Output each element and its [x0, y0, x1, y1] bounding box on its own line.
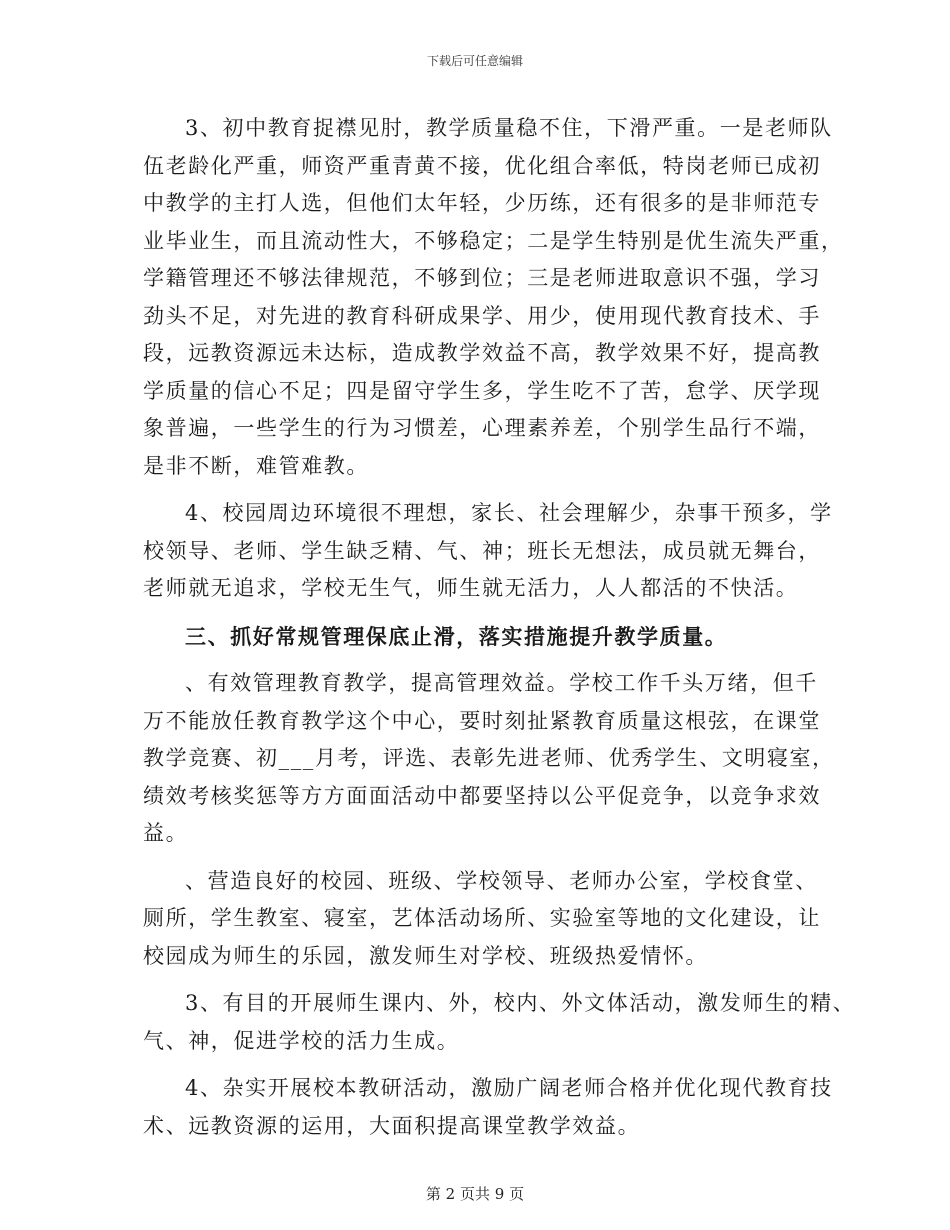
paragraph-line: 校园成为师生的乐园，激发师生对学校、班级热爱情怀。 — [143, 943, 708, 968]
document-body — [143, 110, 856, 1145]
paragraph-line: 老师就无追求，学校无生气，师生就无活力，人人都活的不快活。 — [143, 576, 799, 600]
paragraph-line: 、有效管理教育教学，提高管理效益。学校工作千头万绪，但千 — [185, 671, 818, 695]
section-heading: 三、抓好常规管理保底止滑，落实措施提升教学质量。 — [185, 623, 728, 649]
paragraph-line: 术、远教资源的运用，大面积提高课堂教学效益。 — [143, 1113, 641, 1138]
paragraph-line: 3、初中教育捉襟见肘，教学质量稳不住，下滑严重。一是老师队 — [185, 116, 833, 140]
paragraph-line: 业毕业生，而且流动性大，不够稳定；二是学生特别是优生流失严重， — [143, 228, 844, 253]
paragraph-line: 教学竞赛、初___月考，评选、表彰先进老师、优秀学生、文明寝室， — [143, 746, 835, 770]
paragraph-line: 益。 — [143, 821, 189, 845]
paragraph-line: 校领导、老师、学生缺乏精、气、神；班长无想法，成员就无舞台， — [143, 538, 821, 563]
paragraph-line: 3、有目的开展师生课内、外，校内、外文体活动，激发师生的精、 — [185, 991, 856, 1015]
paragraph-line: 学籍管理还不够法律规范，不够到位；三是老师进取意识不强，学习 — [143, 266, 821, 290]
paragraph-line: 厕所，学生教室、寝室，艺体活动场所、实验室等地的文化建设，让 — [143, 906, 821, 930]
paragraph-line: 4、杂实开展校本教研活动，激励广阔老师合格并优化现代教育技 — [185, 1076, 833, 1100]
paragraph-line: 段，远教资源远未达标，造成教学效益不高，教学效果不好，提高教 — [143, 341, 821, 365]
paragraph-line: 绩效考核奖惩等方方面面活动中都要坚持以公平促竞争，以竞争求效 — [143, 783, 821, 808]
paragraph-line: 学质量的信心不足；四是留守学生多，学生吃不了苦，怠学、厌学现 — [143, 378, 821, 403]
paragraph-line: 是非不断，难管难教。 — [143, 453, 369, 478]
paragraph-line: 象普遍，一些学生的行为习惯差，心理素养差，个别学生品行不端， — [143, 416, 821, 440]
paragraph-line: 气、神，促进学校的活力生成。 — [143, 1028, 460, 1053]
paragraph-line: 中教学的主打人选，但他们太年轻，少历练，还有很多的是非师范专 — [143, 191, 821, 215]
paragraph-line: 4、校园周边环境很不理想，家长、社会理解少，杂事干预多，学 — [185, 501, 833, 525]
paragraph-line: 劲头不足，对先进的教育科研成果学、用少，使用现代教育技术、手 — [143, 303, 821, 328]
page-header: 下载后可任意编辑 — [426, 54, 523, 68]
paragraph-line: 伍老龄化严重，师资严重青黄不接，优化组合率低，特岗老师已成初 — [143, 153, 821, 178]
paragraph-line: 万不能放任教育教学这个中心，要时刻扯紧教育质量这根弦，在课堂 — [143, 708, 821, 733]
page-number: 第 2 页共 9 页 — [425, 1185, 525, 1203]
paragraph-line: 、营造良好的校园、班级、学校领导、老师办公室，学校食堂、 — [185, 868, 818, 893]
